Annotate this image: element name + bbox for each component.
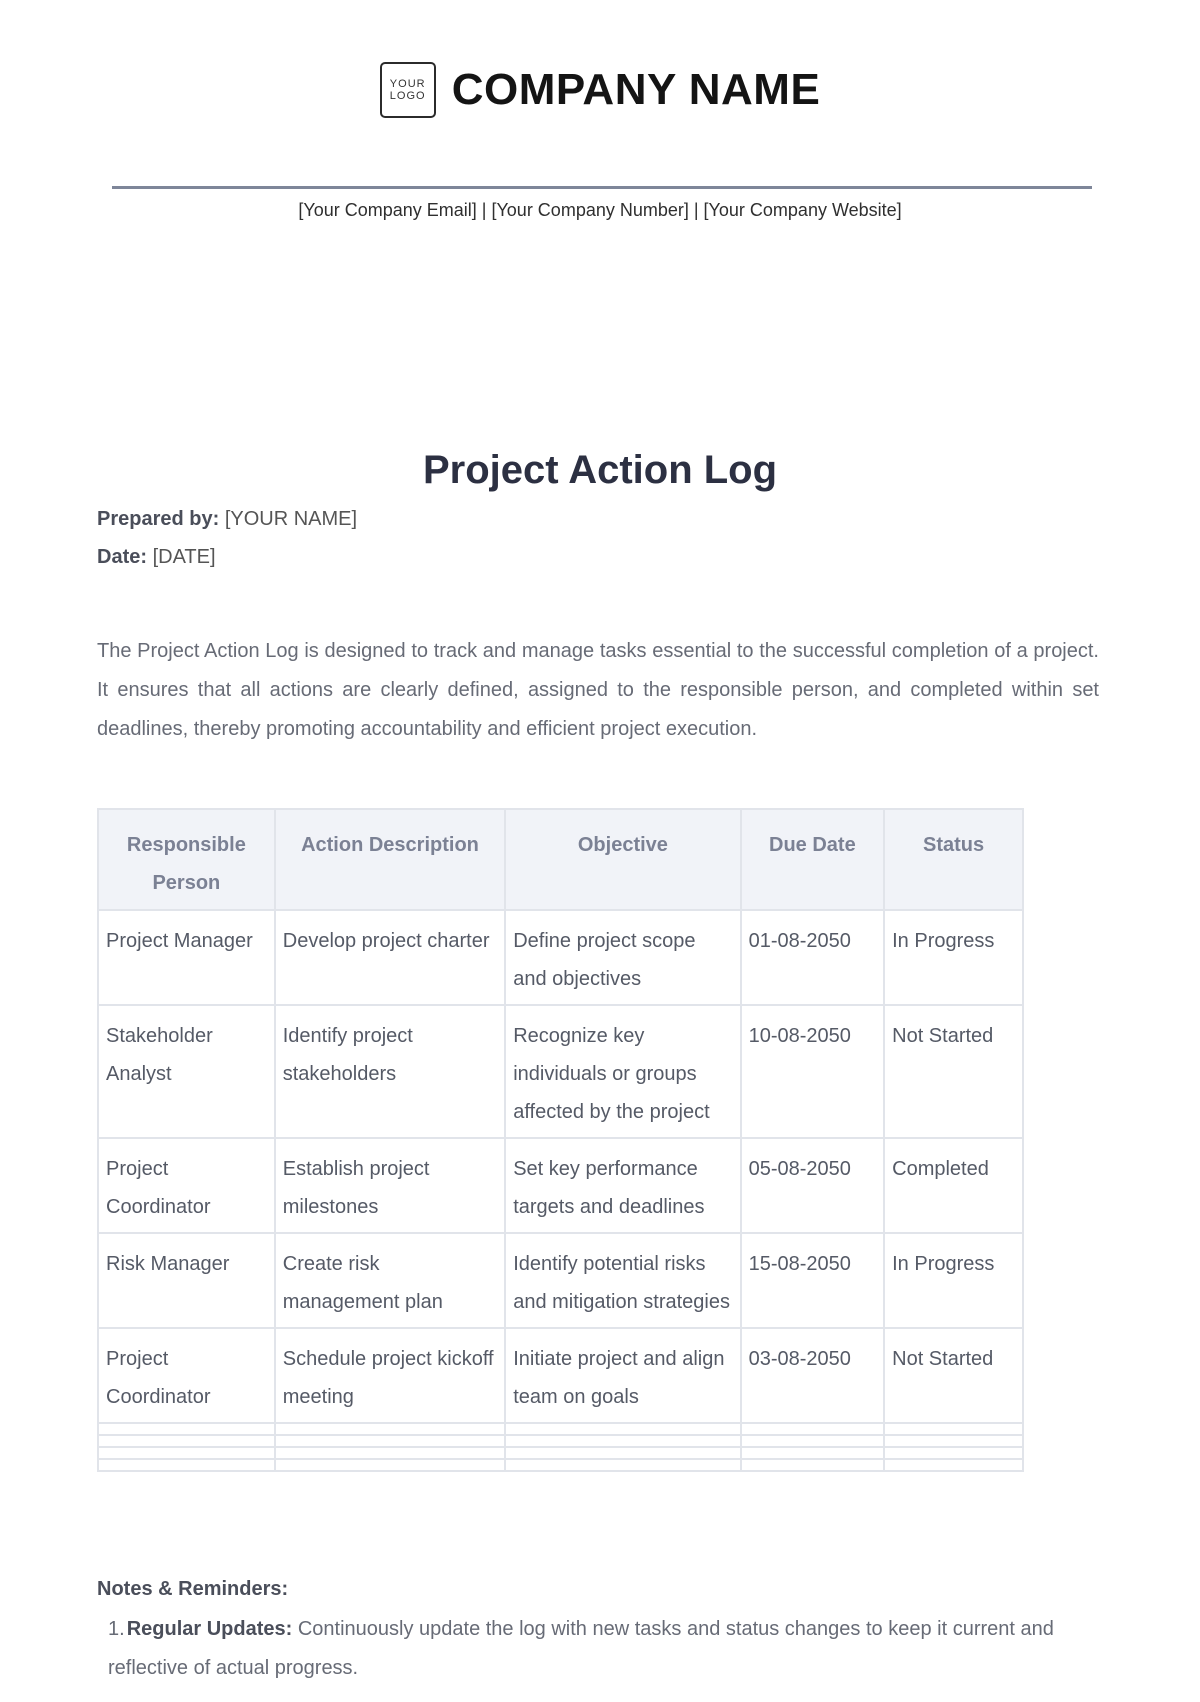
header-status: Status — [884, 809, 1023, 910]
table-row — [98, 910, 1023, 1005]
document-title: Project Action Log — [422, 448, 778, 492]
prepared-by-value: [YOUR NAME] — [224, 508, 358, 530]
cell-action-description: Create risk management plan — [275, 1233, 505, 1328]
cell-responsible-person: Risk Manager — [98, 1233, 275, 1328]
header-action-description: Action Description — [275, 809, 505, 910]
cell-due-date: 15-08-2050 — [741, 1233, 885, 1328]
table-header-row — [98, 809, 1023, 910]
action-log-table — [97, 808, 1024, 1472]
cell-status: In Progress — [884, 910, 1023, 1005]
prepared-by-label: Prepared by: — [97, 508, 220, 530]
table-row — [98, 1005, 1023, 1138]
cell-action-description: Identify project stakeholders — [275, 1005, 505, 1138]
empty-table-row — [98, 1435, 1023, 1447]
cell-responsible-person: Project Coordinator — [98, 1138, 275, 1233]
date-label: Date: — [97, 546, 148, 568]
cell-action-description: Schedule project kickoff meeting — [275, 1328, 505, 1423]
date-value: [DATE] — [152, 546, 216, 568]
empty-table-row — [98, 1447, 1023, 1459]
cell-action-description: Develop project charter — [275, 910, 505, 1005]
logo-text-line1: YOUR — [389, 78, 426, 90]
cell-objective: Recognize key individuals or groups affected by the project — [505, 1005, 740, 1138]
header-responsible-person: Responsible Person — [98, 809, 275, 910]
cell-responsible-person: Project Manager — [98, 910, 275, 1005]
note-text: Continuously update the log with new tasks and status changes to keep it current and reflective of actual progress. — [108, 1618, 1054, 1679]
logo-text-line2: LOGO — [389, 90, 426, 102]
header-objective: Objective — [505, 809, 740, 910]
cell-due-date: 10-08-2050 — [741, 1005, 885, 1138]
logo-placeholder — [380, 62, 436, 118]
cell-status: Completed — [884, 1138, 1023, 1233]
note-number: 1. — [108, 1618, 125, 1640]
table-row — [98, 1138, 1023, 1233]
table-row — [98, 1328, 1023, 1423]
header-divider — [112, 186, 1092, 189]
note-item — [108, 1610, 1088, 1688]
header-due-date: Due Date — [741, 809, 885, 910]
cell-due-date: 01-08-2050 — [741, 910, 885, 1005]
notes-heading: Notes & Reminders: — [97, 1578, 289, 1600]
cell-objective: Initiate project and align team on goals — [505, 1328, 740, 1423]
table-row — [98, 1233, 1023, 1328]
cell-responsible-person: Project Coordinator — [98, 1328, 275, 1423]
document-header — [0, 62, 1200, 118]
cell-due-date: 05-08-2050 — [741, 1138, 885, 1233]
note-title: Regular Updates: — [126, 1618, 293, 1640]
cell-status: Not Started — [884, 1005, 1023, 1138]
empty-table-row — [98, 1423, 1023, 1435]
cell-status: In Progress — [884, 1233, 1023, 1328]
cell-due-date: 03-08-2050 — [741, 1328, 885, 1423]
company-name: COMPANY NAME — [451, 65, 821, 114]
cell-action-description: Establish project milestones — [275, 1138, 505, 1233]
date-line — [97, 546, 216, 569]
empty-table-row — [98, 1459, 1023, 1471]
company-contact-line: [Your Company Email] | [Your Company Number] | [Your Company Website] — [298, 200, 902, 220]
cell-objective: Set key performance targets and deadlines — [505, 1138, 740, 1233]
cell-responsible-person: Stakeholder Analyst — [98, 1005, 275, 1138]
prepared-by-line — [97, 508, 357, 531]
cell-status: Not Started — [884, 1328, 1023, 1423]
cell-objective: Identify potential risks and mitigation strategies — [505, 1233, 740, 1328]
cell-objective: Define project scope and objectives — [505, 910, 740, 1005]
intro-paragraph: The Project Action Log is designed to track and manage tasks essential to the successful completion of a project. It ensures that all actions are clearly defined, assigned to the responsible person, and completed within set deadlines, thereby promoting accountability and efficient project execution. — [97, 640, 1099, 740]
